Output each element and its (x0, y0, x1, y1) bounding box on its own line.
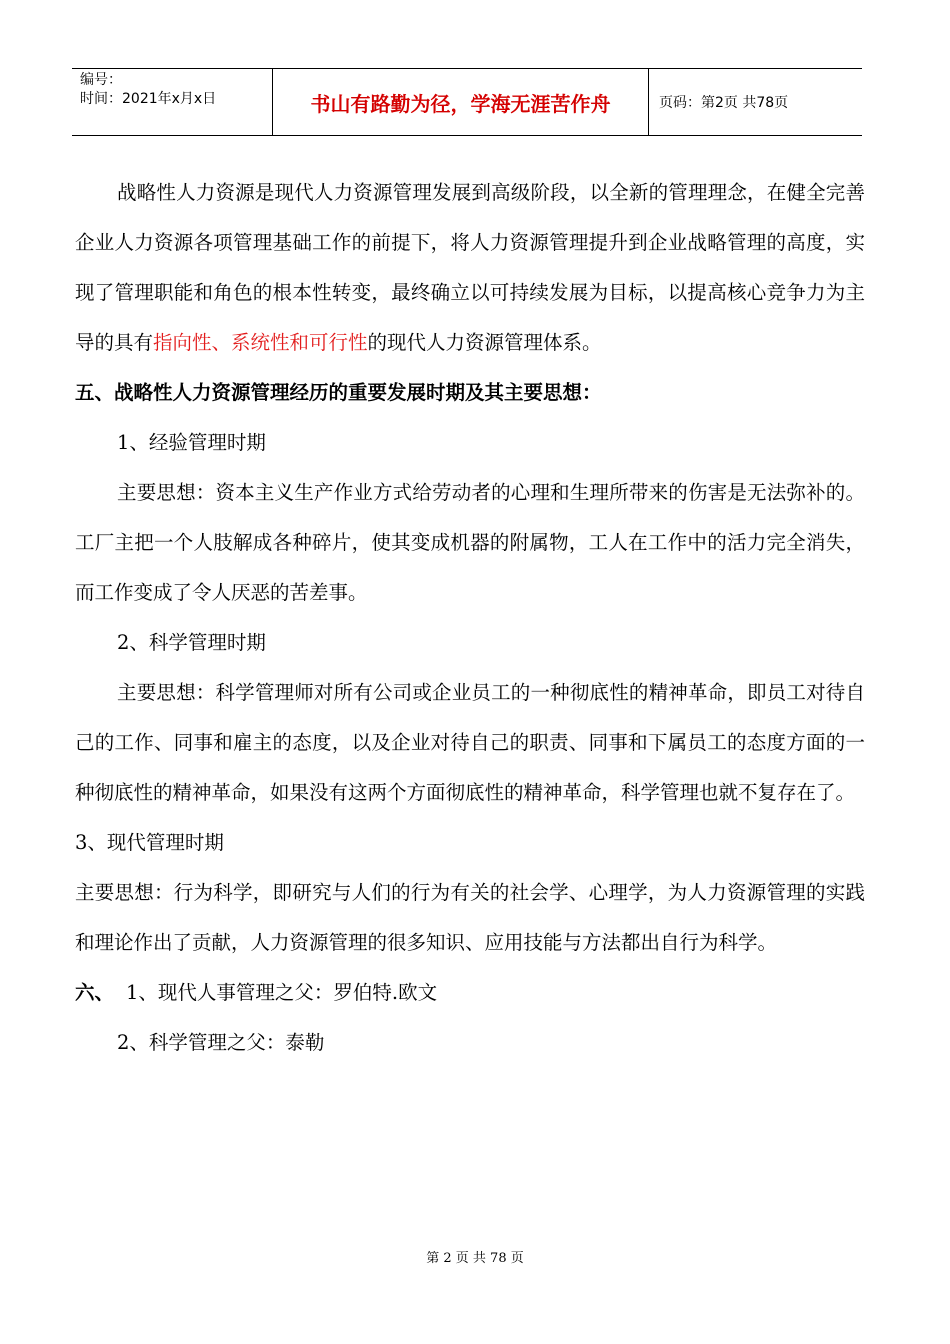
section-6-line-1 (75, 968, 865, 1018)
period2-title: 2、科学管理时期 (117, 631, 266, 654)
period3-text: 主要思想：行为科学，即研究与人们的行为有关的社会学、心理学，为人力资源管理的实践和理论作出了贡献，人力资源管理的很多知识、应用技能与方法都出自行为科学。 (75, 881, 865, 954)
period1-title: 1、经验管理时期 (117, 431, 266, 454)
page-footer: 第 2 页 共 78 页 (426, 1251, 524, 1266)
section-heading-6: 六、 (75, 981, 115, 1004)
page-header (72, 68, 862, 136)
serial-label: 编号： (80, 72, 122, 88)
period3-title: 3、现代管理时期 (75, 831, 224, 854)
intro-text-a: 战略性人力资源是现代人力资源管理发展到高级阶段，以全新的管理理念，在健全完善企业人力资源各项管理基础工作的前提下，将人力资源管理提升到企业战略管理的高度，实现了管理职能和角色的根本性转变，最终确立以可持续发展为目标，以提高核心竞争力为主导的具有 (75, 181, 865, 354)
header-page-info: 页码：第2页 共78页 (659, 95, 789, 111)
period1-text: 主要思想：资本主义生产作业方式给劳动者的心理和生理所带来的伤害是无法弥补的。工厂主把一个人肢解成各种碎片，使其变成机器的附属物，工人在工作中的活力完全消失，而工作变成了令人厌恶的苦差事。 (75, 481, 865, 604)
item6-1: 1、现代人事管理之父：罗伯特.欧文 (126, 981, 438, 1004)
paragraph-intro (75, 168, 865, 368)
period2-text: 主要思想：科学管理师对所有公司或企业员工的一种彻底性的精神革命，即员工对待自己的工作、同事和雇主的态度，以及企业对待自己的职责、同事和下属员工的态度方面的一种彻底性的精神革命，如果没有这两个方面彻底性的精神革命，科学管理也就不复存在了。 (75, 681, 865, 804)
time-label: 时间：2021年x月x日 (80, 91, 217, 107)
header-meta (72, 69, 273, 135)
section-heading-5: 五、战略性人力资源管理经历的重要发展时期及其主要思想： (75, 381, 602, 404)
header-slogan: 书山有路勤为径，学海无涯苦作舟 (273, 69, 649, 135)
intro-text-b: 的现代人力资源管理体系。 (367, 331, 602, 354)
intro-highlight: 指向性、系统性和可行性 (153, 331, 368, 354)
document-body (75, 168, 865, 1068)
item6-2: 2、科学管理之父：泰勒 (117, 1031, 325, 1054)
